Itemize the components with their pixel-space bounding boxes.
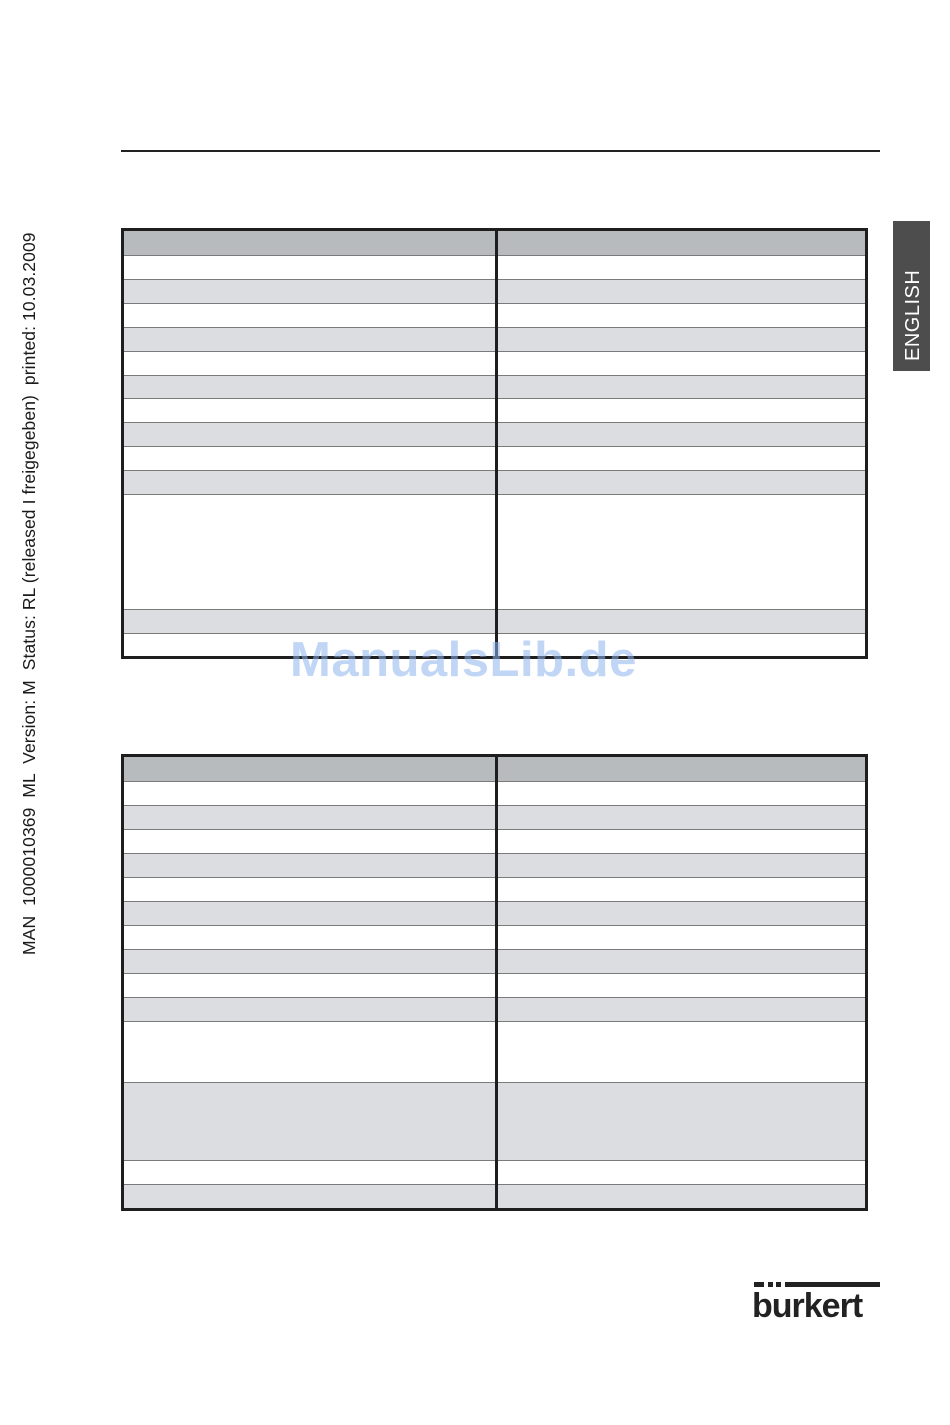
- table-cell: [497, 495, 867, 610]
- watermark: ManualsLib.de: [290, 633, 637, 687]
- table-cell: [123, 610, 497, 634]
- table-cell: [123, 495, 497, 610]
- table-header-cell: [497, 230, 867, 256]
- table-row: [123, 830, 867, 854]
- table-cell: [497, 471, 867, 495]
- table-row: [123, 352, 867, 376]
- table-cell: [123, 328, 497, 352]
- table-cell: [123, 902, 497, 926]
- table-cell: [497, 256, 867, 280]
- table-cell: [497, 1185, 867, 1210]
- table-row: [123, 902, 867, 926]
- table-cell: [123, 256, 497, 280]
- table-cell: [497, 352, 867, 376]
- table-cell: [123, 998, 497, 1022]
- table-cell: [497, 447, 867, 471]
- table-cell: [123, 471, 497, 495]
- table-row: [123, 376, 867, 399]
- table-cell: [497, 304, 867, 328]
- table-row: [123, 854, 867, 878]
- table-row: [123, 495, 867, 610]
- table-row: [123, 447, 867, 471]
- table-cell: [123, 878, 497, 902]
- table-cell: [497, 328, 867, 352]
- table-cell: [123, 950, 497, 974]
- table-cell: [123, 1161, 497, 1185]
- table-row: [123, 471, 867, 495]
- table-row: [123, 280, 867, 304]
- document-metadata: MAN 1000010369 ML Version: M Status: RL (released I freigegeben) printed: 10.03.2009: [19, 232, 39, 955]
- table-header-cell: [123, 230, 497, 256]
- table-row: [123, 806, 867, 830]
- logo-wordmark: burkert: [752, 1287, 863, 1325]
- spec-table-2: [121, 754, 868, 1211]
- table-cell: [123, 423, 497, 447]
- table-cell: [497, 878, 867, 902]
- table-cell: [123, 280, 497, 304]
- table-cell: [123, 1022, 497, 1083]
- table-cell: [497, 1161, 867, 1185]
- table-row: [123, 878, 867, 902]
- language-tab-label: ENGLISH: [902, 269, 924, 361]
- table-cell: [123, 830, 497, 854]
- table-cell: [497, 926, 867, 950]
- table-row: [123, 328, 867, 352]
- table-row: [123, 782, 867, 806]
- table-cell: [123, 926, 497, 950]
- table-cell: [497, 806, 867, 830]
- table-cell: [497, 950, 867, 974]
- table-row: [123, 1022, 867, 1083]
- table-cell: [123, 447, 497, 471]
- table-cell: [497, 830, 867, 854]
- header-rule: [121, 150, 880, 152]
- table-row: [123, 1185, 867, 1210]
- table-cell: [123, 974, 497, 998]
- table-row: [123, 256, 867, 280]
- table-cell: [497, 280, 867, 304]
- table-header-cell: [497, 756, 867, 782]
- table-cell: [497, 782, 867, 806]
- table-row: [123, 1161, 867, 1185]
- table-row: [123, 423, 867, 447]
- table-cell: [497, 902, 867, 926]
- table-cell: [497, 998, 867, 1022]
- table-row: [123, 610, 867, 634]
- table-header-row: [123, 230, 867, 256]
- table-cell: [123, 304, 497, 328]
- table-cell: [123, 1185, 497, 1210]
- table-row: [123, 974, 867, 998]
- language-tab: [893, 221, 930, 371]
- table-cell: [497, 610, 867, 634]
- table-cell: [497, 1083, 867, 1161]
- table-row: [123, 950, 867, 974]
- table-header-cell: [123, 756, 497, 782]
- table-cell: [123, 806, 497, 830]
- table-cell: [497, 376, 867, 399]
- burkert-logo: [752, 1282, 880, 1326]
- table-cell: [123, 376, 497, 399]
- table-row: [123, 399, 867, 423]
- table-row: [123, 926, 867, 950]
- table-row: [123, 998, 867, 1022]
- table-cell: [123, 1083, 497, 1161]
- table-row: [123, 1083, 867, 1161]
- table-header-row: [123, 756, 867, 782]
- table-cell: [123, 782, 497, 806]
- table-row: [123, 304, 867, 328]
- table-cell: [497, 399, 867, 423]
- table-cell: [123, 399, 497, 423]
- spec-table-1: [121, 228, 868, 659]
- table-cell: [497, 854, 867, 878]
- table-cell: [123, 854, 497, 878]
- table-cell: [497, 1022, 867, 1083]
- table-cell: [497, 974, 867, 998]
- table-cell: [497, 423, 867, 447]
- table-cell: [123, 352, 497, 376]
